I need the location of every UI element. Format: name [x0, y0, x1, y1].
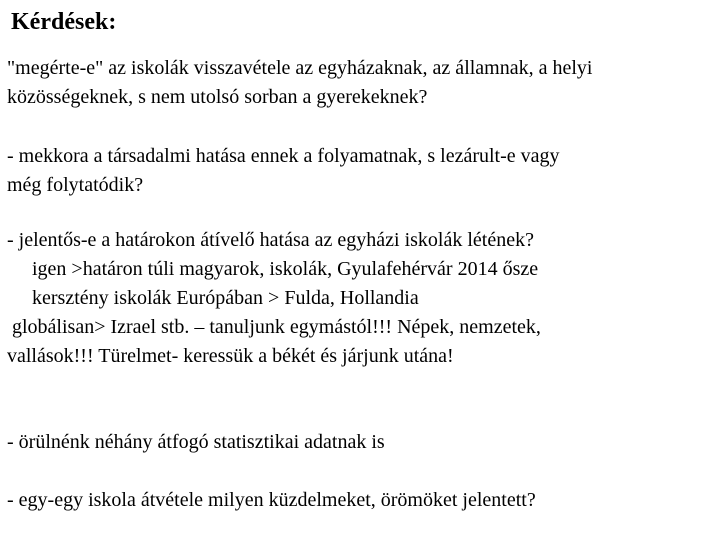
question-1-line-2: közösségeknek, s nem utolsó sorban a gyerekeknek?	[7, 86, 428, 108]
question-5: - egy-egy iskola átvétele milyen küzdelmeket, örömöket jelentett?	[7, 489, 536, 511]
question-3-line-1: - jelentős-e a határokon átívelő hatása az egyházi iskolák létének?	[7, 229, 534, 251]
question-3-line-3: kersztény iskolák Európában > Fulda, Hollandia	[32, 287, 419, 309]
question-2-line-1: - mekkora a társadalmi hatása ennek a folyamatnak, s lezárult-e vagy	[7, 145, 560, 167]
question-1-line-1: "megérte-e" az iskolák visszavétele az egyházaknak, az államnak, a helyi	[7, 57, 593, 79]
question-4: - örülnénk néhány átfogó statisztikai adatnak is	[7, 431, 385, 453]
question-3-line-4: globálisan> Izrael stb. – tanuljunk egymástól!!! Népek, nemzetek,	[12, 316, 541, 338]
question-3-line-2: igen >határon túli magyarok, iskolák, Gyulafehérvár 2014 ősze	[32, 258, 539, 280]
question-3-line-5: vallások!!! Türelmet- keressük a békét és járjunk utána!	[7, 345, 454, 367]
question-2-line-2: még folytatódik?	[7, 174, 144, 196]
page-title: Kérdések:	[11, 9, 117, 35]
